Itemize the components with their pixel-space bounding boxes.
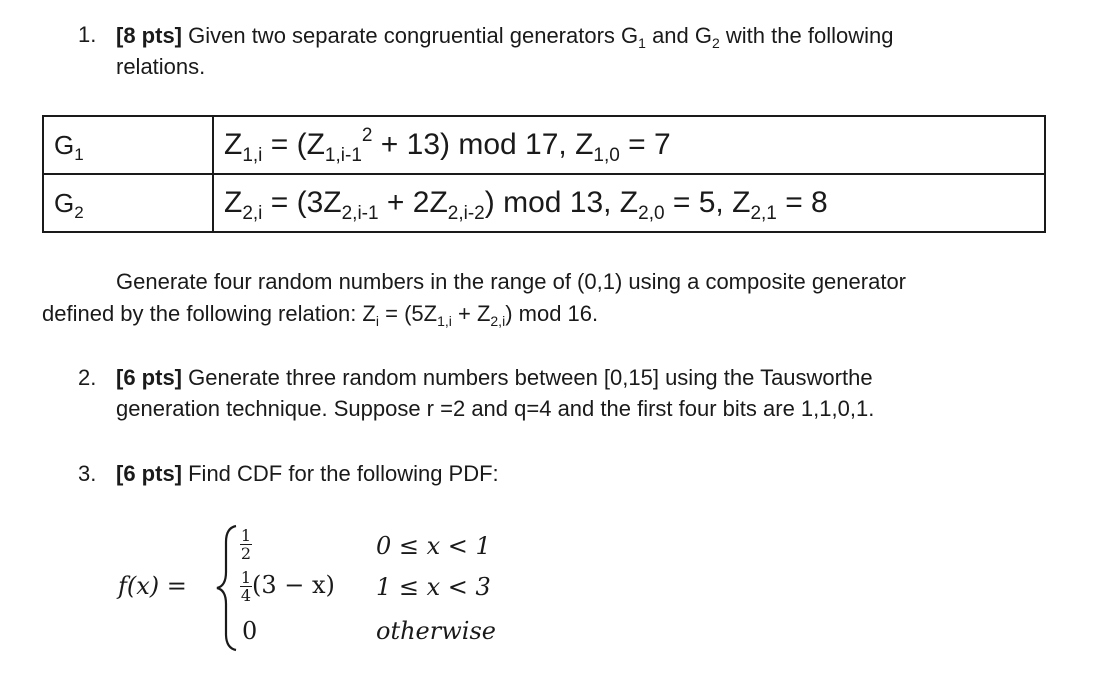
question-1-text: [116, 20, 1016, 82]
question-3-text: [6 pts] Find CDF for the following PDF:: [116, 461, 499, 486]
case-1-range: 0 ≤ x < 1: [376, 532, 491, 560]
left-brace: [212, 522, 242, 654]
case-3-value: 0: [242, 617, 258, 645]
composite-text-line1: Generate four random numbers in the range of (0,1) using a composite generator: [116, 269, 907, 294]
composite-text-line2: defined by the following relation: $Z_i = (5Z_{1,i} + Z_{2,i})$ mod 16.: [42, 301, 599, 329]
g2-name: $G_2$: [43, 174, 213, 232]
question-3-number: 3.: [78, 461, 97, 486]
pdf-lhs: f(x) =: [118, 572, 187, 600]
case-1-value: $\frac{1}{2}$: [240, 526, 252, 563]
q1-text-c: with the following: [719, 23, 894, 48]
g2-relation: $Z_{2,i} = (3Z_{2,i-1} + 2Z_{2,i-2})$ mod 13, $Z_{2,0} = 5$, $Z_{2,1} = 8$: [213, 174, 1045, 232]
generator-table: [42, 115, 1046, 233]
case-2-value: $\frac{1}{4}$ (3 − x): [240, 568, 335, 605]
question-1-number: 1.: [78, 22, 97, 47]
q1-line2: relations.: [116, 54, 206, 79]
q1-text-b: and G: [645, 23, 712, 48]
g1-name: $G_1$: [43, 116, 213, 174]
case-3-range: otherwise: [376, 617, 496, 645]
q1-sub-b: 2: [712, 35, 720, 51]
question-2-text: [6 pts] Generate three random numbers between [0,15] using the Tausworthe generation technique. Suppose r =2 and q=4 and the first four bits are 1,1,0,1.: [116, 365, 875, 421]
question-3-points: [6 pts]: [116, 461, 182, 486]
q1-text-a: Given two separate congruential generators G: [182, 23, 639, 48]
table-row: [43, 174, 1045, 232]
case-2-range: 1 ≤ x < 3: [376, 573, 491, 601]
question-2-number: 2.: [78, 365, 97, 390]
table-row: [43, 116, 1045, 174]
question-1-points: [8 pts]: [116, 23, 182, 48]
g1-relation: $Z_{1,i} = (Z_{1,i-1}^2 + 13)$ mod 17, $Z_{1,0} = 7$: [213, 116, 1045, 174]
question-2-points: [6 pts]: [116, 365, 182, 390]
q1-sub-a: 1: [638, 35, 646, 51]
